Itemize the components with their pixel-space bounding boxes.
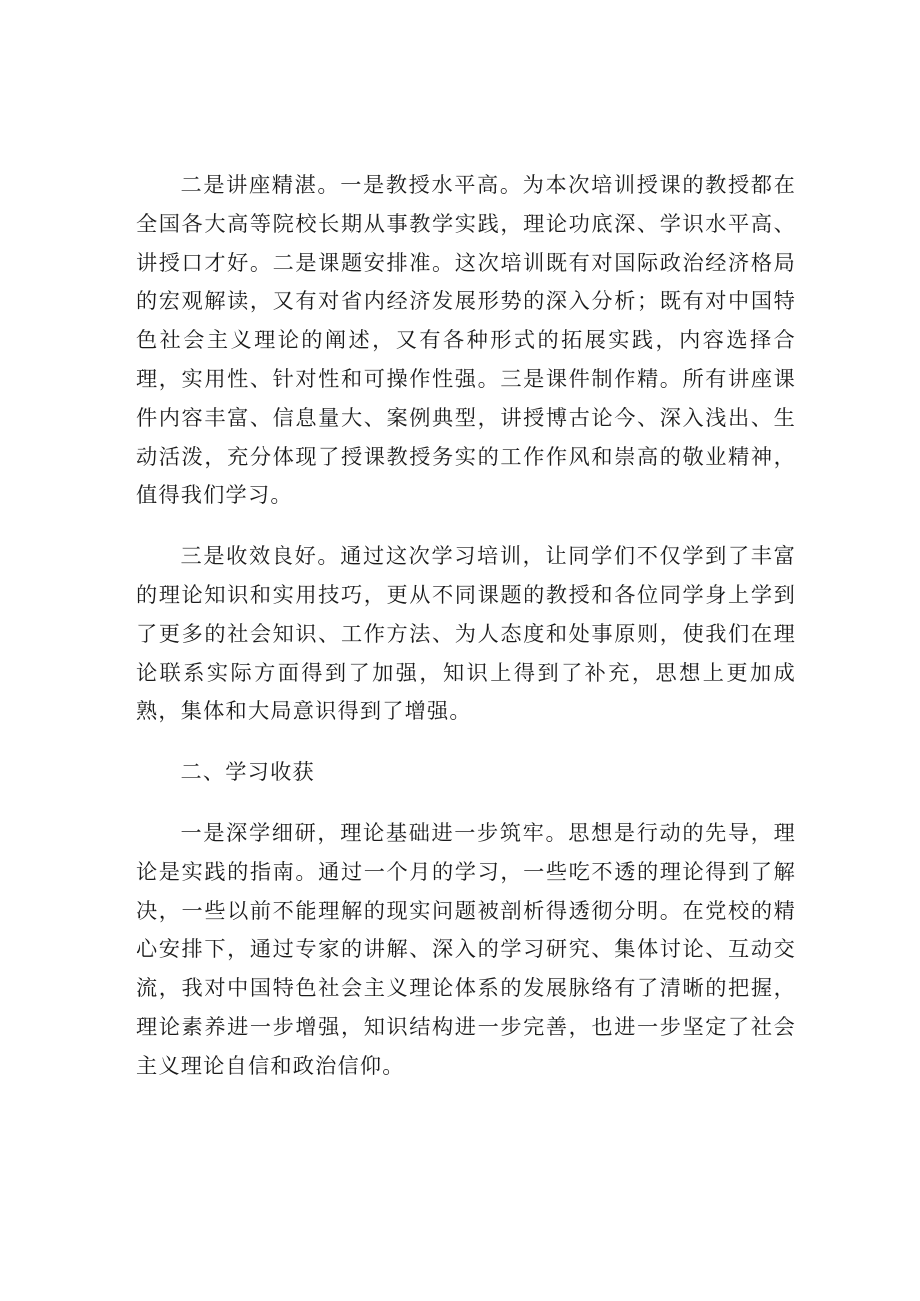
- paragraph-gains: 一是深学细研，理论基础进一步筑牢。思想是行动的先导，理论是实践的指南。通过一个月的学习，一些吃不透的理论得到了解决，一些以前不能理解的现实问题被剖析得透彻分明。在党校的精心安排下，通过专家的讲解、深入的学习研究、集体讨论、互动交流，我对中国特色社会主义理论体系的发展脉络有了清晰的把握，理论素养进一步增强，知识结构进一步完善，也进一步坚定了社会主义理论自信和政治信仰。: [136, 819, 796, 1078]
- section-heading: 二、学习收获: [180, 759, 315, 785]
- paragraph-spacer: [136, 792, 796, 814]
- document-body: [136, 166, 796, 1086]
- paragraph-spacer: [136, 731, 796, 753]
- paragraph-lectures: 二是讲座精湛。一是教授水平高。为本次培训授课的教授都在全国各大高等院校长期从事教学实践，理论功底深、学识水平高、讲授口才好。二是课题安排准。这次培训既有对国际政治经济格局的宏观解读，又有对省内经济发展形势的深入分析；既有对中国特色社会主义理论的阐述，又有各种形式的拓展实践，内容选择合理，实用性、针对性和可操作性强。三是课件制作精。所有讲座课件内容丰富、信息量大、案例典型，讲授博古论今、深入浅出、生动活泼，充分体现了授课教授务实的工作作风和崇高的敬业精神，值得我们学习。: [136, 172, 796, 508]
- paragraph-results: 三是收效良好。通过这次学习培训，让同学们不仅学到了丰富的理论知识和实用技巧，更从不同课题的教授和各位同学身上学到了更多的社会知识、工作方法、为人态度和处事原则，使我们在理论联系实际方面得到了加强，知识上得到了补充，思想上更加成熟，集体和大局意识得到了增强。: [136, 543, 796, 724]
- paragraph-spacer: [136, 515, 796, 537]
